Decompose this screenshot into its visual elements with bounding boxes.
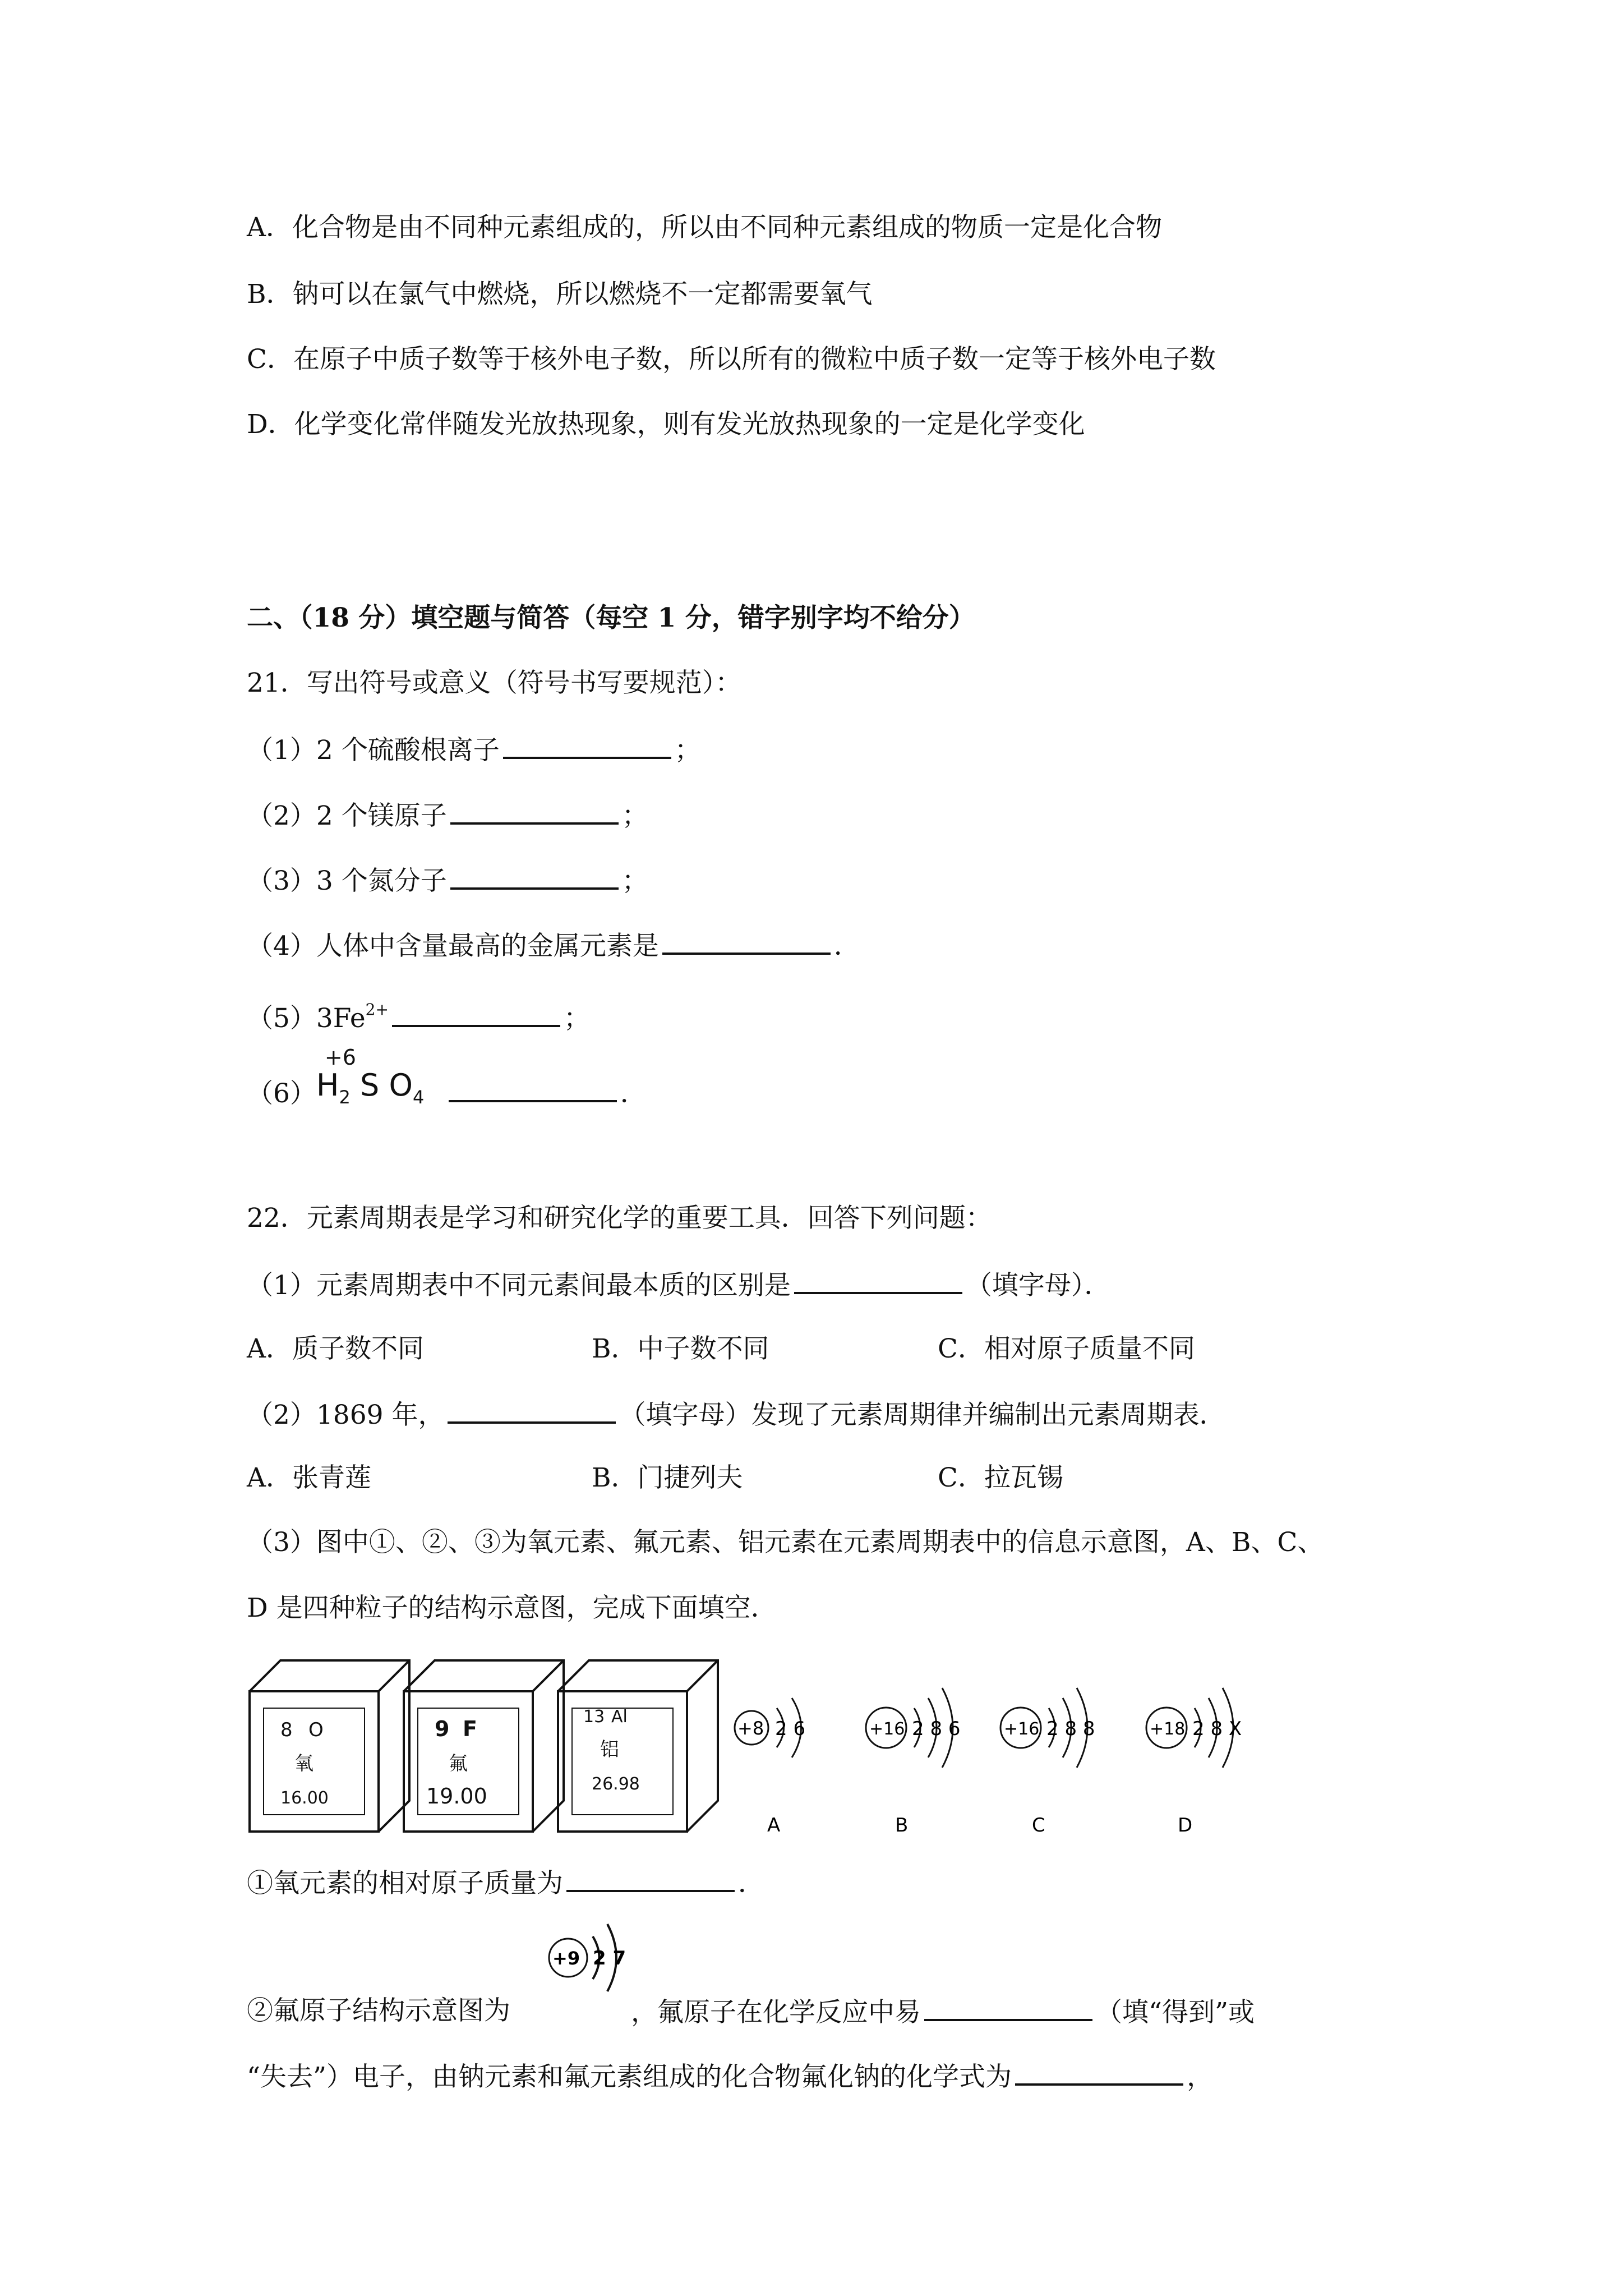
- punctuation: ；: [563, 1003, 590, 1034]
- nucleus-charge: +16: [869, 1719, 905, 1739]
- nucleus-charge: +9: [552, 1948, 580, 1969]
- q22-part2-tail: （填字母）发现了元素周期律并编制出元素周期表．: [619, 1400, 1226, 1430]
- answer-blank[interactable]: [392, 1000, 560, 1027]
- electron-shells: 2 7: [593, 1947, 626, 1970]
- diagram-label: B: [895, 1814, 909, 1837]
- q21-part3-text: （3）3 个氮分子: [247, 866, 447, 896]
- formula-s: S: [360, 1068, 380, 1103]
- element-number: 9: [435, 1717, 450, 1741]
- nucleus-charge: +8: [737, 1718, 764, 1739]
- element-name: 氧: [294, 1752, 313, 1775]
- electron-shells: 2 8 8: [1046, 1718, 1095, 1740]
- q22-sub2-text-b: ，氟原子在化学反应中易: [631, 1997, 921, 2028]
- q22-part1-tail: （填字母）．: [965, 1270, 1111, 1301]
- q21-part2-text: （2）2 个镁原子: [247, 800, 447, 831]
- answer-blank[interactable]: [662, 928, 831, 955]
- q21-part5: [247, 993, 590, 1036]
- answer-blank[interactable]: [1015, 2059, 1183, 2086]
- answer-blank[interactable]: [794, 1267, 962, 1294]
- q22-part1-option-b: B．中子数不同: [592, 1333, 769, 1364]
- punctuation: ．: [738, 1868, 764, 1899]
- q22-part3-line2: D 是四种粒子的结构示意图，完成下面填空．: [247, 1593, 777, 1623]
- atom-diagram-d: [1146, 1688, 1242, 1837]
- q22-part2-option-c: C．拉瓦锡: [938, 1462, 1063, 1493]
- q22-part1: [247, 1267, 1110, 1303]
- element-symbol: Al: [611, 1707, 628, 1727]
- element-mass: 16.00: [280, 1788, 329, 1808]
- diagram-label: C: [1032, 1814, 1045, 1837]
- q21-part4-text: （4）人体中含量最高的金属元素是: [247, 931, 659, 961]
- element-number: 8: [280, 1719, 293, 1741]
- element-name: 氟: [449, 1752, 468, 1775]
- punctuation: ；: [621, 866, 648, 896]
- element-number: 13: [583, 1707, 605, 1727]
- ion-charge: 2+: [365, 1000, 389, 1019]
- nucleus-charge: +16: [1004, 1719, 1040, 1739]
- q22-part2-text: （2）1869 年，: [247, 1400, 445, 1430]
- q22-part1-option-a: A．质子数不同: [247, 1333, 424, 1364]
- element-card-oxygen: [250, 1660, 409, 1832]
- q22-part2: [247, 1397, 1225, 1432]
- nucleus-charge: +18: [1150, 1719, 1186, 1739]
- q21-part6-text: （6）: [247, 1078, 316, 1109]
- periodic-table-and-atom-figure: [247, 1652, 1267, 1843]
- answer-blank[interactable]: [448, 1397, 616, 1424]
- q20-option-b: B．钠可以在氯气中燃烧，所以燃烧不一定都需要氧气: [247, 279, 873, 310]
- punctuation: ；: [674, 735, 701, 766]
- fluorine-atom-diagram: [541, 1913, 637, 2003]
- q22-sub2-line1: [631, 1994, 1255, 2030]
- element-mass: 26.98: [592, 1774, 640, 1794]
- q22-stem: 22．元素周期表是学习和研究化学的重要工具．回答下列问题：: [247, 1203, 992, 1234]
- q22-part2-option-a: A．张青莲: [247, 1462, 371, 1493]
- q20-option-a: A．化合物是由不同种元素组成的，所以由不同种元素组成的物质一定是化合物: [247, 212, 1162, 243]
- electron-shells: 2 6: [775, 1718, 806, 1740]
- element-mass: 19.00: [426, 1784, 487, 1809]
- q22-sub2-line2: [247, 2059, 1213, 2094]
- answer-blank[interactable]: [450, 863, 619, 890]
- q20-option-d: D．化学变化常伴随发光放热现象，则有发光放热现象的一定是化学变化: [247, 409, 1085, 440]
- element-card-aluminum: [558, 1660, 718, 1832]
- formula-o: O: [389, 1068, 413, 1103]
- formula-sub: 2: [339, 1087, 351, 1108]
- formula-sub: 4: [413, 1087, 425, 1108]
- q22-sub2-text-c: （填“得到”或: [1096, 1997, 1255, 2028]
- answer-blank[interactable]: [924, 1994, 1092, 2021]
- punctuation: ．: [833, 931, 860, 961]
- element-symbol: F: [463, 1717, 477, 1741]
- element-name: 铝: [600, 1738, 619, 1761]
- q20-option-c: C．在原子中质子数等于核外电子数，所以所有的微粒中质子数一定等于核外电子数: [247, 344, 1216, 375]
- atom-diagram-a: [735, 1698, 805, 1837]
- atom-diagram-b: [866, 1688, 961, 1837]
- q22-sub1-text: ①氧元素的相对原子质量为: [247, 1868, 563, 1899]
- answer-blank[interactable]: [503, 732, 671, 759]
- q21-stem: 21．写出符号或意义（符号书写要规范）：: [247, 668, 742, 698]
- q22-sub2-text-d: “失去”）电子，由钠元素和氟元素组成的化合物氟化钠的化学式为: [247, 2062, 1012, 2092]
- q22-part1-option-c: C．相对原子质量不同: [938, 1333, 1195, 1364]
- q21-part2: [247, 798, 648, 833]
- electron-shells: 2 8 6: [912, 1718, 961, 1740]
- element-symbol: O: [308, 1719, 324, 1741]
- answer-blank[interactable]: [566, 1865, 735, 1892]
- q22-sub1: [247, 1865, 764, 1901]
- q21-part3: [247, 863, 648, 898]
- diagram-label: A: [767, 1814, 781, 1837]
- q21-part5-text: （5）3Fe: [247, 1003, 366, 1034]
- q22-part2-option-b: B．门捷列夫: [592, 1462, 743, 1493]
- oxidation-state: +6: [324, 1045, 356, 1070]
- section-title: 二、（18 分）填空题与简答（每空 1 分，错字别字均不给分）: [247, 602, 975, 633]
- sulfuric-acid-formula: [316, 1045, 445, 1108]
- diagram-label: D: [1178, 1814, 1193, 1837]
- q22-part1-text: （1）元素周期表中不同元素间最本质的区别是: [247, 1270, 791, 1301]
- formula-h: H: [316, 1068, 339, 1103]
- punctuation: ，: [1187, 2062, 1214, 2092]
- punctuation: ．: [620, 1078, 647, 1109]
- atom-diagram-c: [1000, 1688, 1095, 1837]
- electron-shells: 2 8 X: [1192, 1718, 1242, 1740]
- punctuation: ；: [621, 800, 648, 831]
- q21-part1-text: （1）2 个硫酸根离子: [247, 735, 500, 766]
- q22-sub2-text-a: ②氟原子结构示意图为: [247, 1995, 510, 2026]
- q21-part6: [247, 1045, 647, 1111]
- q22-part3-line1: （3）图中①、②、③为氧元素、氟元素、铝元素在元素周期表中的信息示意图，A、B、C、: [247, 1527, 1324, 1558]
- q21-part1: [247, 732, 701, 767]
- answer-blank[interactable]: [450, 798, 619, 825]
- answer-blank[interactable]: [449, 1075, 617, 1102]
- q21-part4: [247, 928, 860, 963]
